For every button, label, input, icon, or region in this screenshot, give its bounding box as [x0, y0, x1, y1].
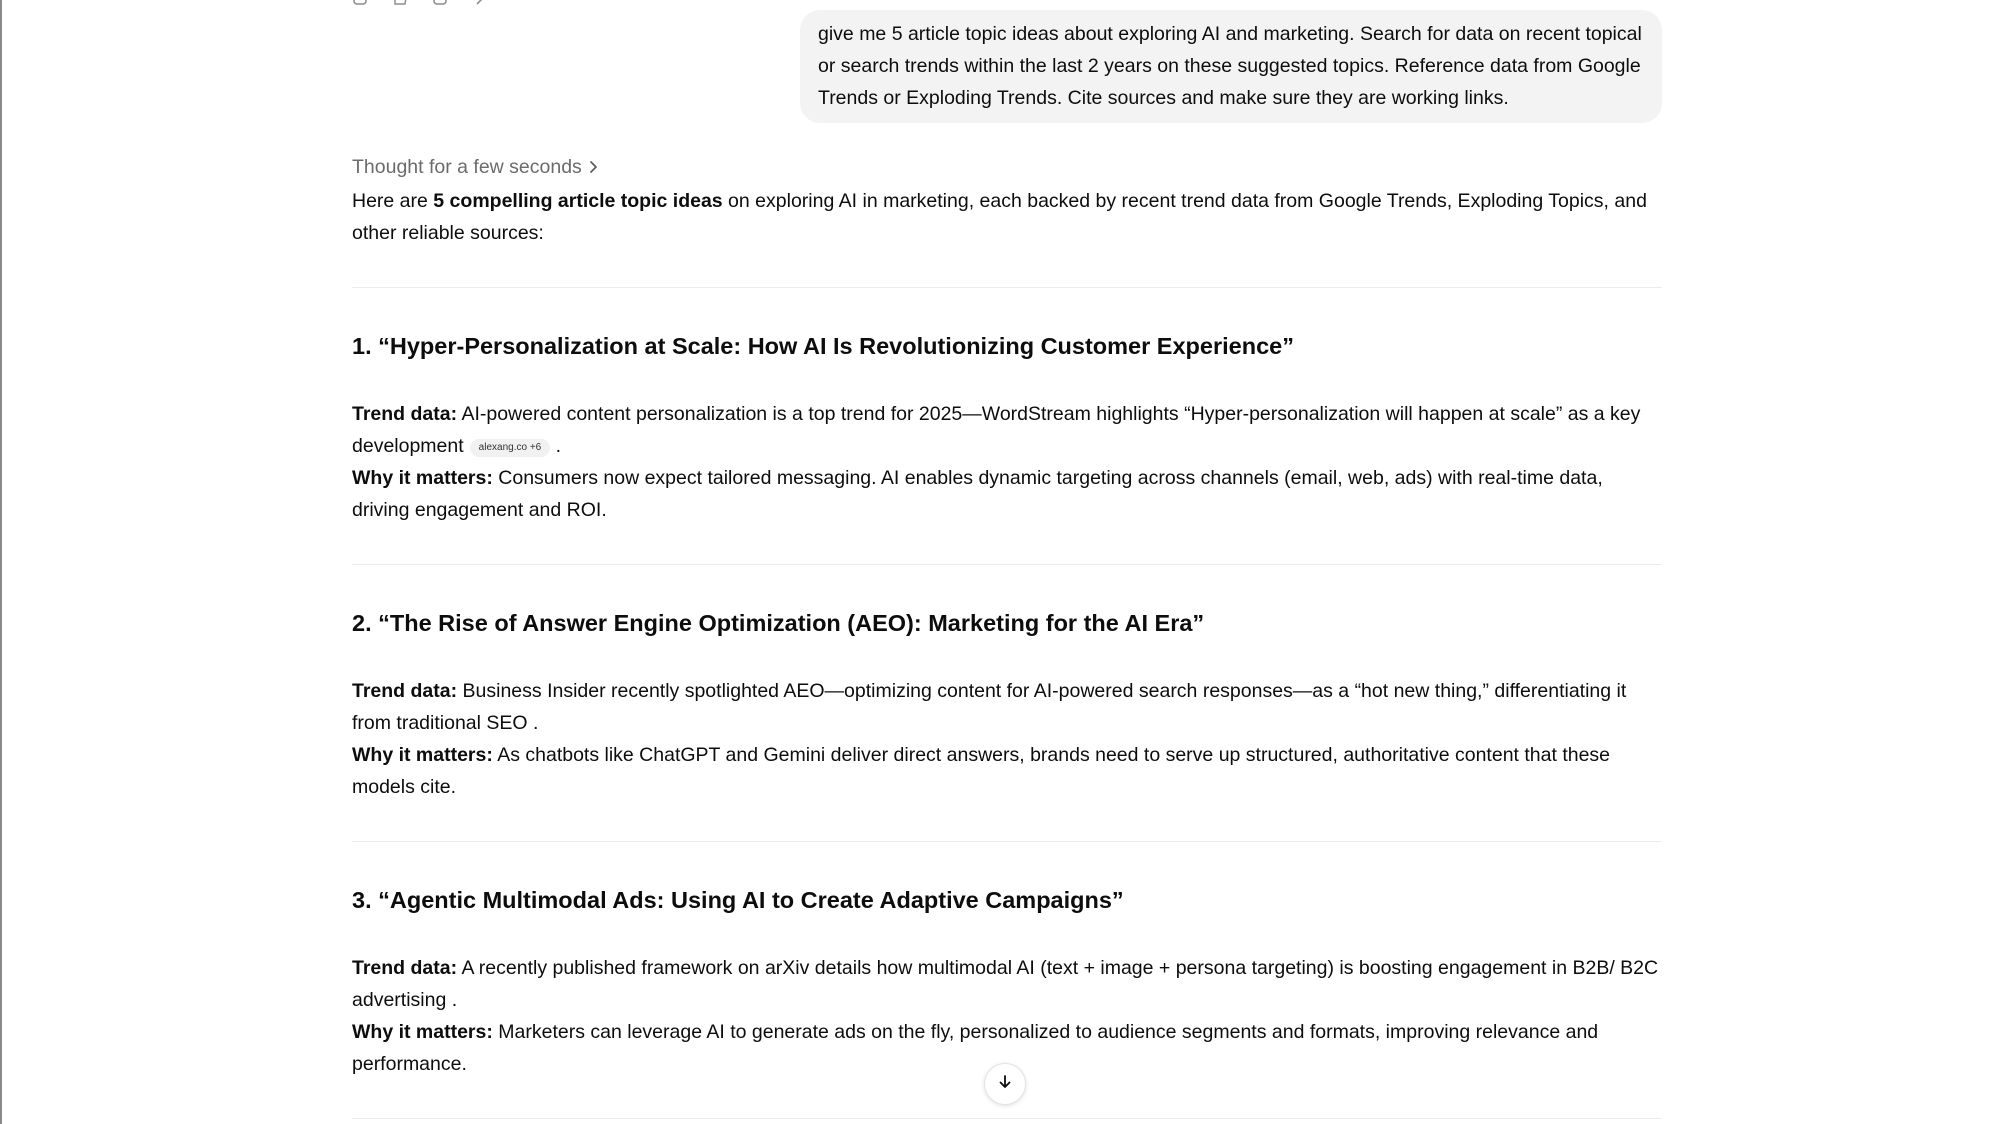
more-icon[interactable]: [472, 0, 488, 6]
arrow-down-icon: [996, 1073, 1014, 1096]
trend-label: Trend data:: [352, 957, 458, 979]
thought-label: Thought for a few seconds: [352, 156, 582, 178]
user-message-bubble: give me 5 article topic ideas about exploring AI and marketing. Search for data on recent topical or search trends within the last 2 years on these suggested topics. Reference data from Google Trends or Exploding Trends. Cite sources and make sure they are working links.: [800, 10, 1662, 123]
intro-bold-text: 5 compelling article topic ideas: [433, 190, 723, 212]
copy-icon[interactable]: [352, 0, 368, 6]
why-text: Marketers can leverage AI to generate ads on the fly, personalized to audience segments and formats, improving relevance and performance.: [352, 1021, 1599, 1075]
why-paragraph: [352, 739, 1662, 803]
intro-paragraph: [352, 185, 1662, 249]
trend-text: AI-powered content personalization is a top trend for 2025—WordStream highlights “Hyper-personalization will happen at scale” as a key development: [352, 403, 1641, 457]
scroll-to-bottom-button[interactable]: [984, 1063, 1026, 1105]
citation-chip[interactable]: alexang.co +6: [470, 439, 551, 457]
assistant-response: [352, 185, 1662, 1119]
trend-label: Trend data:: [352, 403, 458, 425]
trend-end: .: [550, 435, 562, 457]
thumbs-up-icon[interactable]: [392, 0, 408, 6]
why-paragraph: [352, 462, 1662, 526]
section-divider: [352, 564, 1662, 565]
trend-paragraph: [352, 675, 1662, 739]
trend-paragraph: [352, 398, 1662, 462]
section-divider: [352, 287, 1662, 288]
why-text: As chatbots like ChatGPT and Gemini deliver direct answers, brands need to serve up structured, authoritative content that these models cite.: [352, 744, 1611, 798]
thought-toggle[interactable]: [352, 151, 600, 183]
topic-title: 2. “The Rise of Answer Engine Optimization (AEO): Marketing for the AI Era”: [352, 610, 1205, 636]
topic-title: 1. “Hyper-Personalization at Scale: How AI Is Revolutionizing Customer Experience”: [352, 333, 1294, 359]
why-label: Why it matters:: [352, 467, 493, 489]
trend-text: A recently published framework on arXiv details how multimodal AI (text + image + persona targeting) is boosting engagement in B2B/ B2C advertising .: [352, 957, 1659, 1011]
message-action-icons: [352, 0, 488, 6]
why-label: Why it matters:: [352, 744, 493, 766]
topic-section-3: [352, 884, 1662, 1080]
chevron-right-icon: [588, 159, 600, 175]
topic-section-2: [352, 607, 1662, 803]
trend-paragraph: [352, 952, 1662, 1016]
section-divider: [352, 841, 1662, 842]
intro-text: Here are: [352, 190, 434, 212]
why-text: Consumers now expect tailored messaging. AI enables dynamic targeting across channels (email, web, ads) with real-time data, driving engagement and ROI.: [352, 467, 1603, 521]
trend-label: Trend data:: [352, 680, 458, 702]
topic-section-1: [352, 330, 1662, 526]
intro-text-end: on exploring AI in marketing, each backed by recent trend data from Google Trends, Exploding Topics, and other reliable sources:: [352, 190, 1647, 244]
section-divider: [352, 1118, 1662, 1119]
topic-title: 3. “Agentic Multimodal Ads: Using AI to Create Adaptive Campaigns”: [352, 887, 1124, 913]
share-icon[interactable]: [432, 0, 448, 6]
trend-text: Business Insider recently spotlighted AEO—optimizing content for AI-powered search responses—as a “hot new thing,” differentiating it from traditional SEO .: [352, 680, 1627, 734]
why-label: Why it matters:: [352, 1021, 493, 1043]
